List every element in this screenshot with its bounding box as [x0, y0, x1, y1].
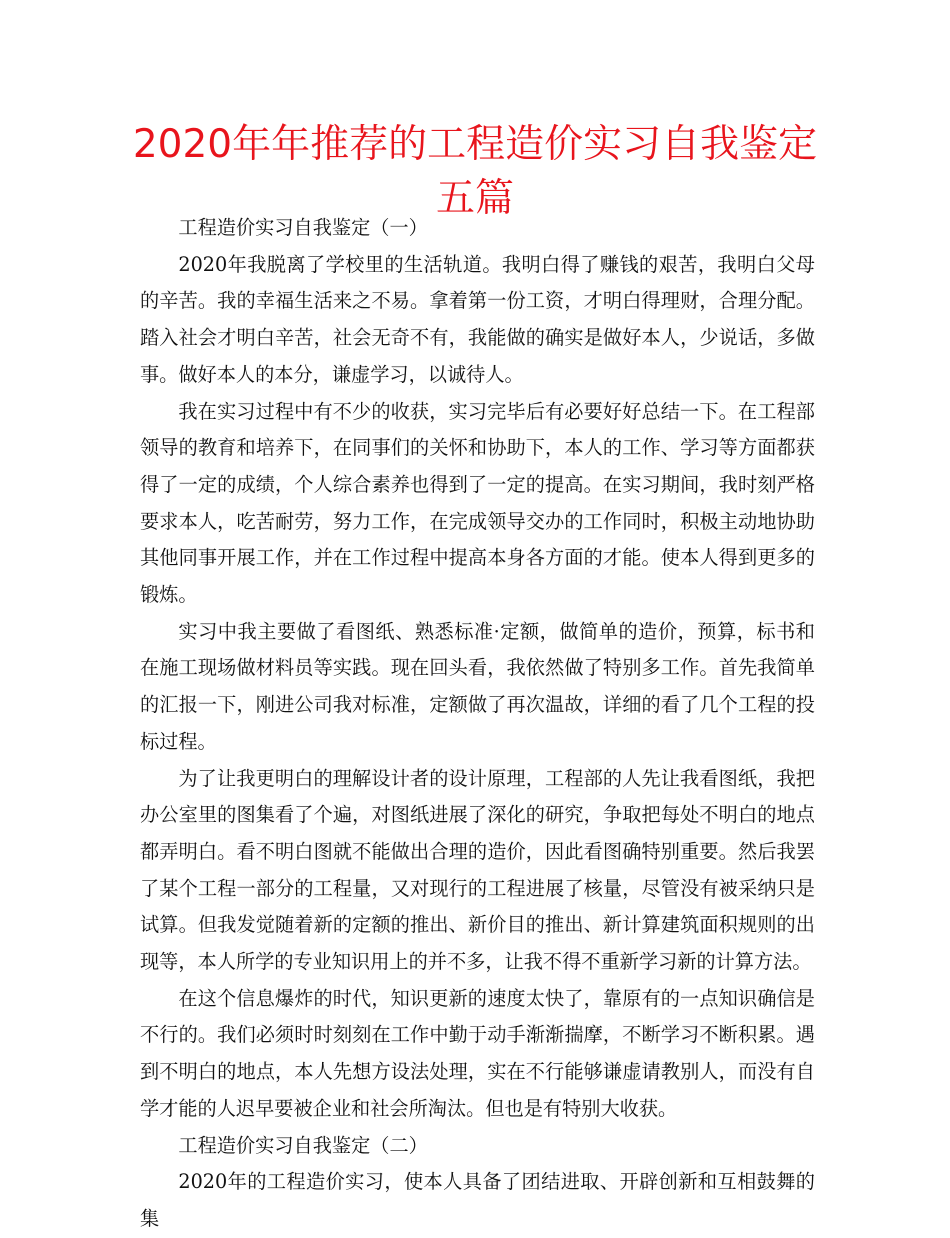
paragraph: 我在实习过程中有不少的收获，实习完毕后有必要好好总结一下。在工程部领导的教育和培养下，在同事们的关怀和协助下，本人的工作、学习等方面都获得了一定的成绩，个人综合素养也得到了一定的提高。在实习期间，我时刻严格要求本人，吃苦耐劳，努力工作，在完成领导交办的工作同时，积极主动地协助其他同事开展工作，并在工作过程中提高本身各方面的才能。使本人得到更多的锻炼。 [140, 399, 815, 607]
section-heading-2: 工程造价实习自我鉴定（二） [178, 1133, 428, 1157]
paragraph: 在这个信息爆炸的时代，知识更新的速度太快了，靠原有的一点知识确信是不行的。我们必须时时刻刻在工作中勤于动手渐渐揣摩，不断学习不断积累。遇到不明白的地点，本人先想方设法处理，实在不行能够谦虚请教别人，而没有自学才能的人迟早要被企业和社会所淘汰。但也是有特别大收获。 [140, 986, 815, 1120]
document-body [140, 210, 815, 1238]
document-title: 2020年年推荐的工程造价实习自我鉴定五篇 [132, 122, 818, 221]
paragraph: 实习中我主要做了看图纸、熟悉标准·定额，做简单的造价，预算，标书和在施工现场做材料员等实践。现在回头看，我依然做了特别多工作。首先我简单的汇报一下，刚进公司我对标准，定额做了再次温故，详细的看了几个工程的投标过程。 [140, 619, 815, 753]
paragraph: 2020年我脱离了学校里的生活轨道。我明白得了赚钱的艰苦，我明白父母的辛苦。我的幸福生活来之不易。拿着第一份工资，才明白得理财，合理分配。踏入社会才明白辛苦，社会无奇不有，我能做的确实是做好本人，少说话，多做事。做好本人的本分，谦虚学习，以诚待人。 [140, 252, 815, 386]
paragraph: 为了让我更明白的理解设计者的设计原理，工程部的人先让我看图纸，我把办公室里的图集看了个遍，对图纸进展了深化的研究，争取把每处不明白的地点都弄明白。看不明白图就不能做出合理的造价，因此看图确特别重要。然后我罢了某个工程一部分的工程量，又对现行的工程进展了核量，尽管没有被采纳只是试算。但我发觉随着新的定额的推出、新价目的推出、新计算建筑面积规则的出现等，本人所学的专业知识用上的并不多，让我不得不重新学习新的计算方法。 [140, 766, 815, 974]
section-heading-1: 工程造价实习自我鉴定（一） [178, 216, 428, 239]
paragraph: 2020年的工程造价实习，使本人具备了团结进取、开辟创新和互相鼓舞的集 [140, 1170, 815, 1230]
